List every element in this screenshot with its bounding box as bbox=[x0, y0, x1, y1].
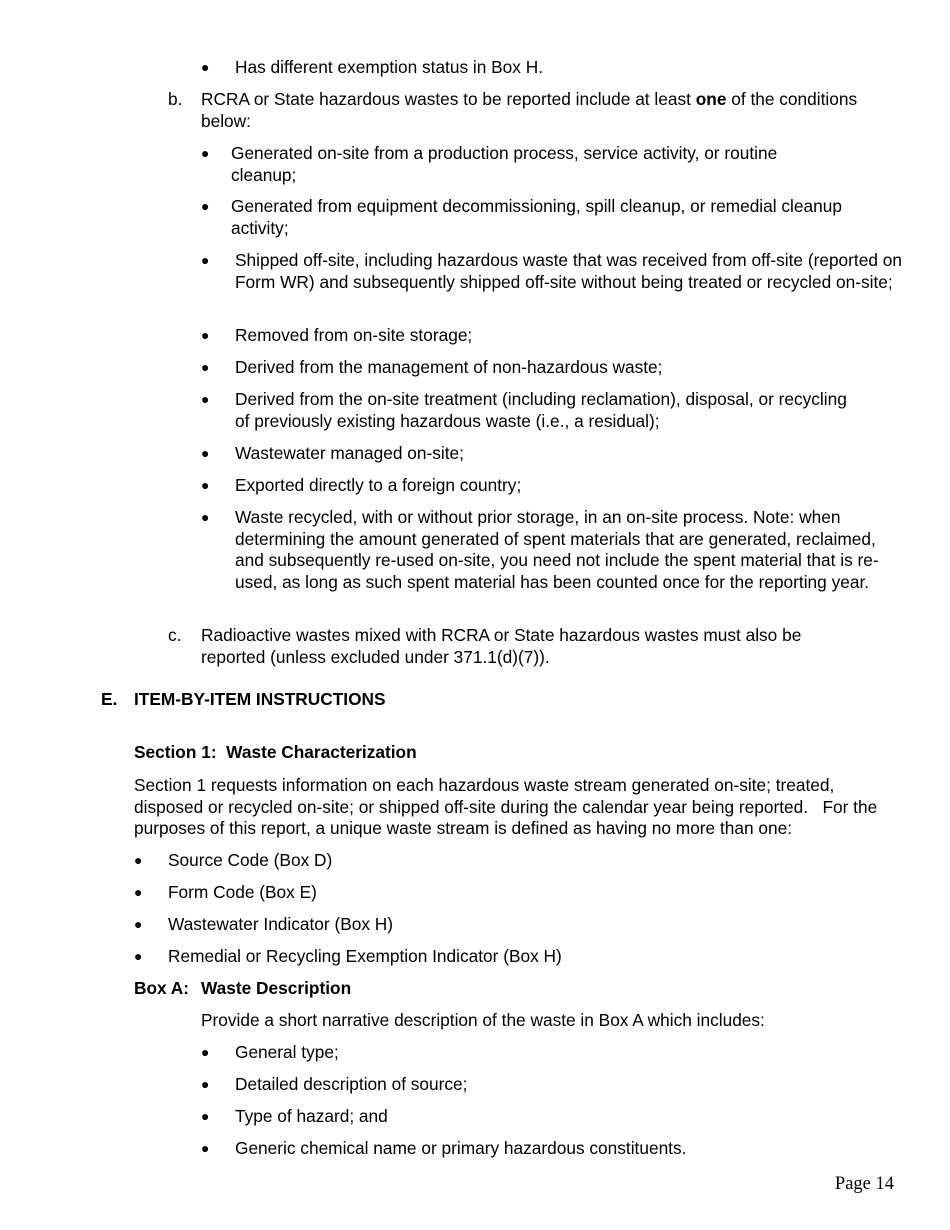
box-a-bullet: General type; bbox=[235, 1042, 339, 1062]
bullet-glyph: ● bbox=[201, 1076, 210, 1092]
bullet-glyph: ● bbox=[134, 916, 143, 932]
bullet-glyph: ● bbox=[201, 198, 210, 214]
bullet-glyph: ● bbox=[201, 445, 210, 461]
item-b-bullet: Removed from on-site storage; bbox=[235, 325, 473, 345]
item-b-text bbox=[201, 89, 861, 132]
item-b-bullet: Wastewater managed on-site; bbox=[235, 443, 464, 463]
bullet-glyph: ● bbox=[201, 477, 210, 493]
page-number: Page 14 bbox=[834, 1174, 894, 1194]
section-1-bullet: Form Code (Box E) bbox=[168, 882, 317, 902]
bullet-glyph: ● bbox=[134, 884, 143, 900]
item-b-bullet: Shipped off-site, including hazardous waste that was received from off-site (reported on Form WR) and subsequently shipped off-site without being treated or recycled on-site; bbox=[235, 250, 902, 292]
bullet-glyph: ● bbox=[201, 145, 210, 161]
box-a-bullet: Type of hazard; and bbox=[235, 1106, 388, 1126]
bullet-glyph: ● bbox=[201, 1140, 210, 1156]
section-1-paragraph: Section 1 requests information on each hazardous waste stream generated on-site; treated, disposed or recycled on-site; or shipped off-site during the calendar year being reported. For the purposes of this report, a unique waste stream is defined as having no more than one: bbox=[134, 775, 883, 838]
top-bullet-text: Has different exemption status in Box H. bbox=[235, 57, 544, 77]
section-1-bullet: Wastewater Indicator (Box H) bbox=[168, 914, 394, 934]
item-b-text-bold: one bbox=[695, 89, 727, 109]
box-a-title: Waste Description bbox=[201, 978, 352, 998]
bullet-glyph: ● bbox=[201, 1044, 210, 1060]
section-e-marker: E. bbox=[101, 689, 118, 709]
bullet-glyph: ● bbox=[201, 327, 210, 343]
bullet-glyph: ● bbox=[201, 59, 210, 75]
item-b-bullet: Derived from the on-site treatment (including reclamation), disposal, or recycling of previously existing hazardous waste (i.e., a residual); bbox=[235, 389, 847, 431]
bullet-glyph: ● bbox=[201, 252, 210, 268]
bullet-glyph: ● bbox=[201, 509, 210, 525]
section-e-title: ITEM-BY-ITEM INSTRUCTIONS bbox=[134, 689, 386, 709]
box-a-label: Box A: bbox=[134, 978, 190, 998]
item-c-text: Radioactive wastes mixed with RCRA or State hazardous wastes must also be reported (unless excluded under 371.1(d)(7)). bbox=[201, 625, 802, 667]
item-c-marker: c. bbox=[168, 625, 182, 645]
bullet-glyph: ● bbox=[201, 391, 210, 407]
section-1-bullet: Source Code (Box D) bbox=[168, 850, 333, 870]
item-b-bullet: Derived from the management of non-hazardous waste; bbox=[235, 357, 663, 377]
bullet-glyph: ● bbox=[201, 1108, 210, 1124]
item-b-bullet: Generated on-site from a production process, service activity, or routine cleanup; bbox=[231, 143, 778, 185]
bullet-glyph: ● bbox=[201, 359, 210, 375]
item-b-bullet: Generated from equipment decommissioning, spill cleanup, or remedial cleanup activity; bbox=[231, 196, 842, 238]
item-b-text-after: of the conditions below: bbox=[201, 89, 858, 131]
box-a-intro: Provide a short narrative description of the waste in Box A which includes: bbox=[201, 1010, 765, 1030]
item-b-marker: b. bbox=[168, 89, 183, 109]
box-a-bullet: Generic chemical name or primary hazardous constituents. bbox=[235, 1138, 687, 1158]
item-b-text-before: RCRA or State hazardous wastes to be reported include at least bbox=[201, 89, 696, 109]
section-1-bullet: Remedial or Recycling Exemption Indicator (Box H) bbox=[168, 946, 562, 966]
bullet-glyph: ● bbox=[134, 948, 143, 964]
section-1-heading: Section 1: Waste Characterization bbox=[134, 742, 417, 762]
item-b-bullet: Exported directly to a foreign country; bbox=[235, 475, 522, 495]
item-b-bullet: Waste recycled, with or without prior storage, in an on-site process. Note: when determining the amount generated of spent materials that are generated, reclaimed, and subsequently re-used on-site, you need not include the spent material that is re-used, as long as such spent material has been counted once for the reporting year. bbox=[235, 507, 879, 592]
box-a-bullet: Detailed description of source; bbox=[235, 1074, 468, 1094]
bullet-glyph: ● bbox=[134, 852, 143, 868]
